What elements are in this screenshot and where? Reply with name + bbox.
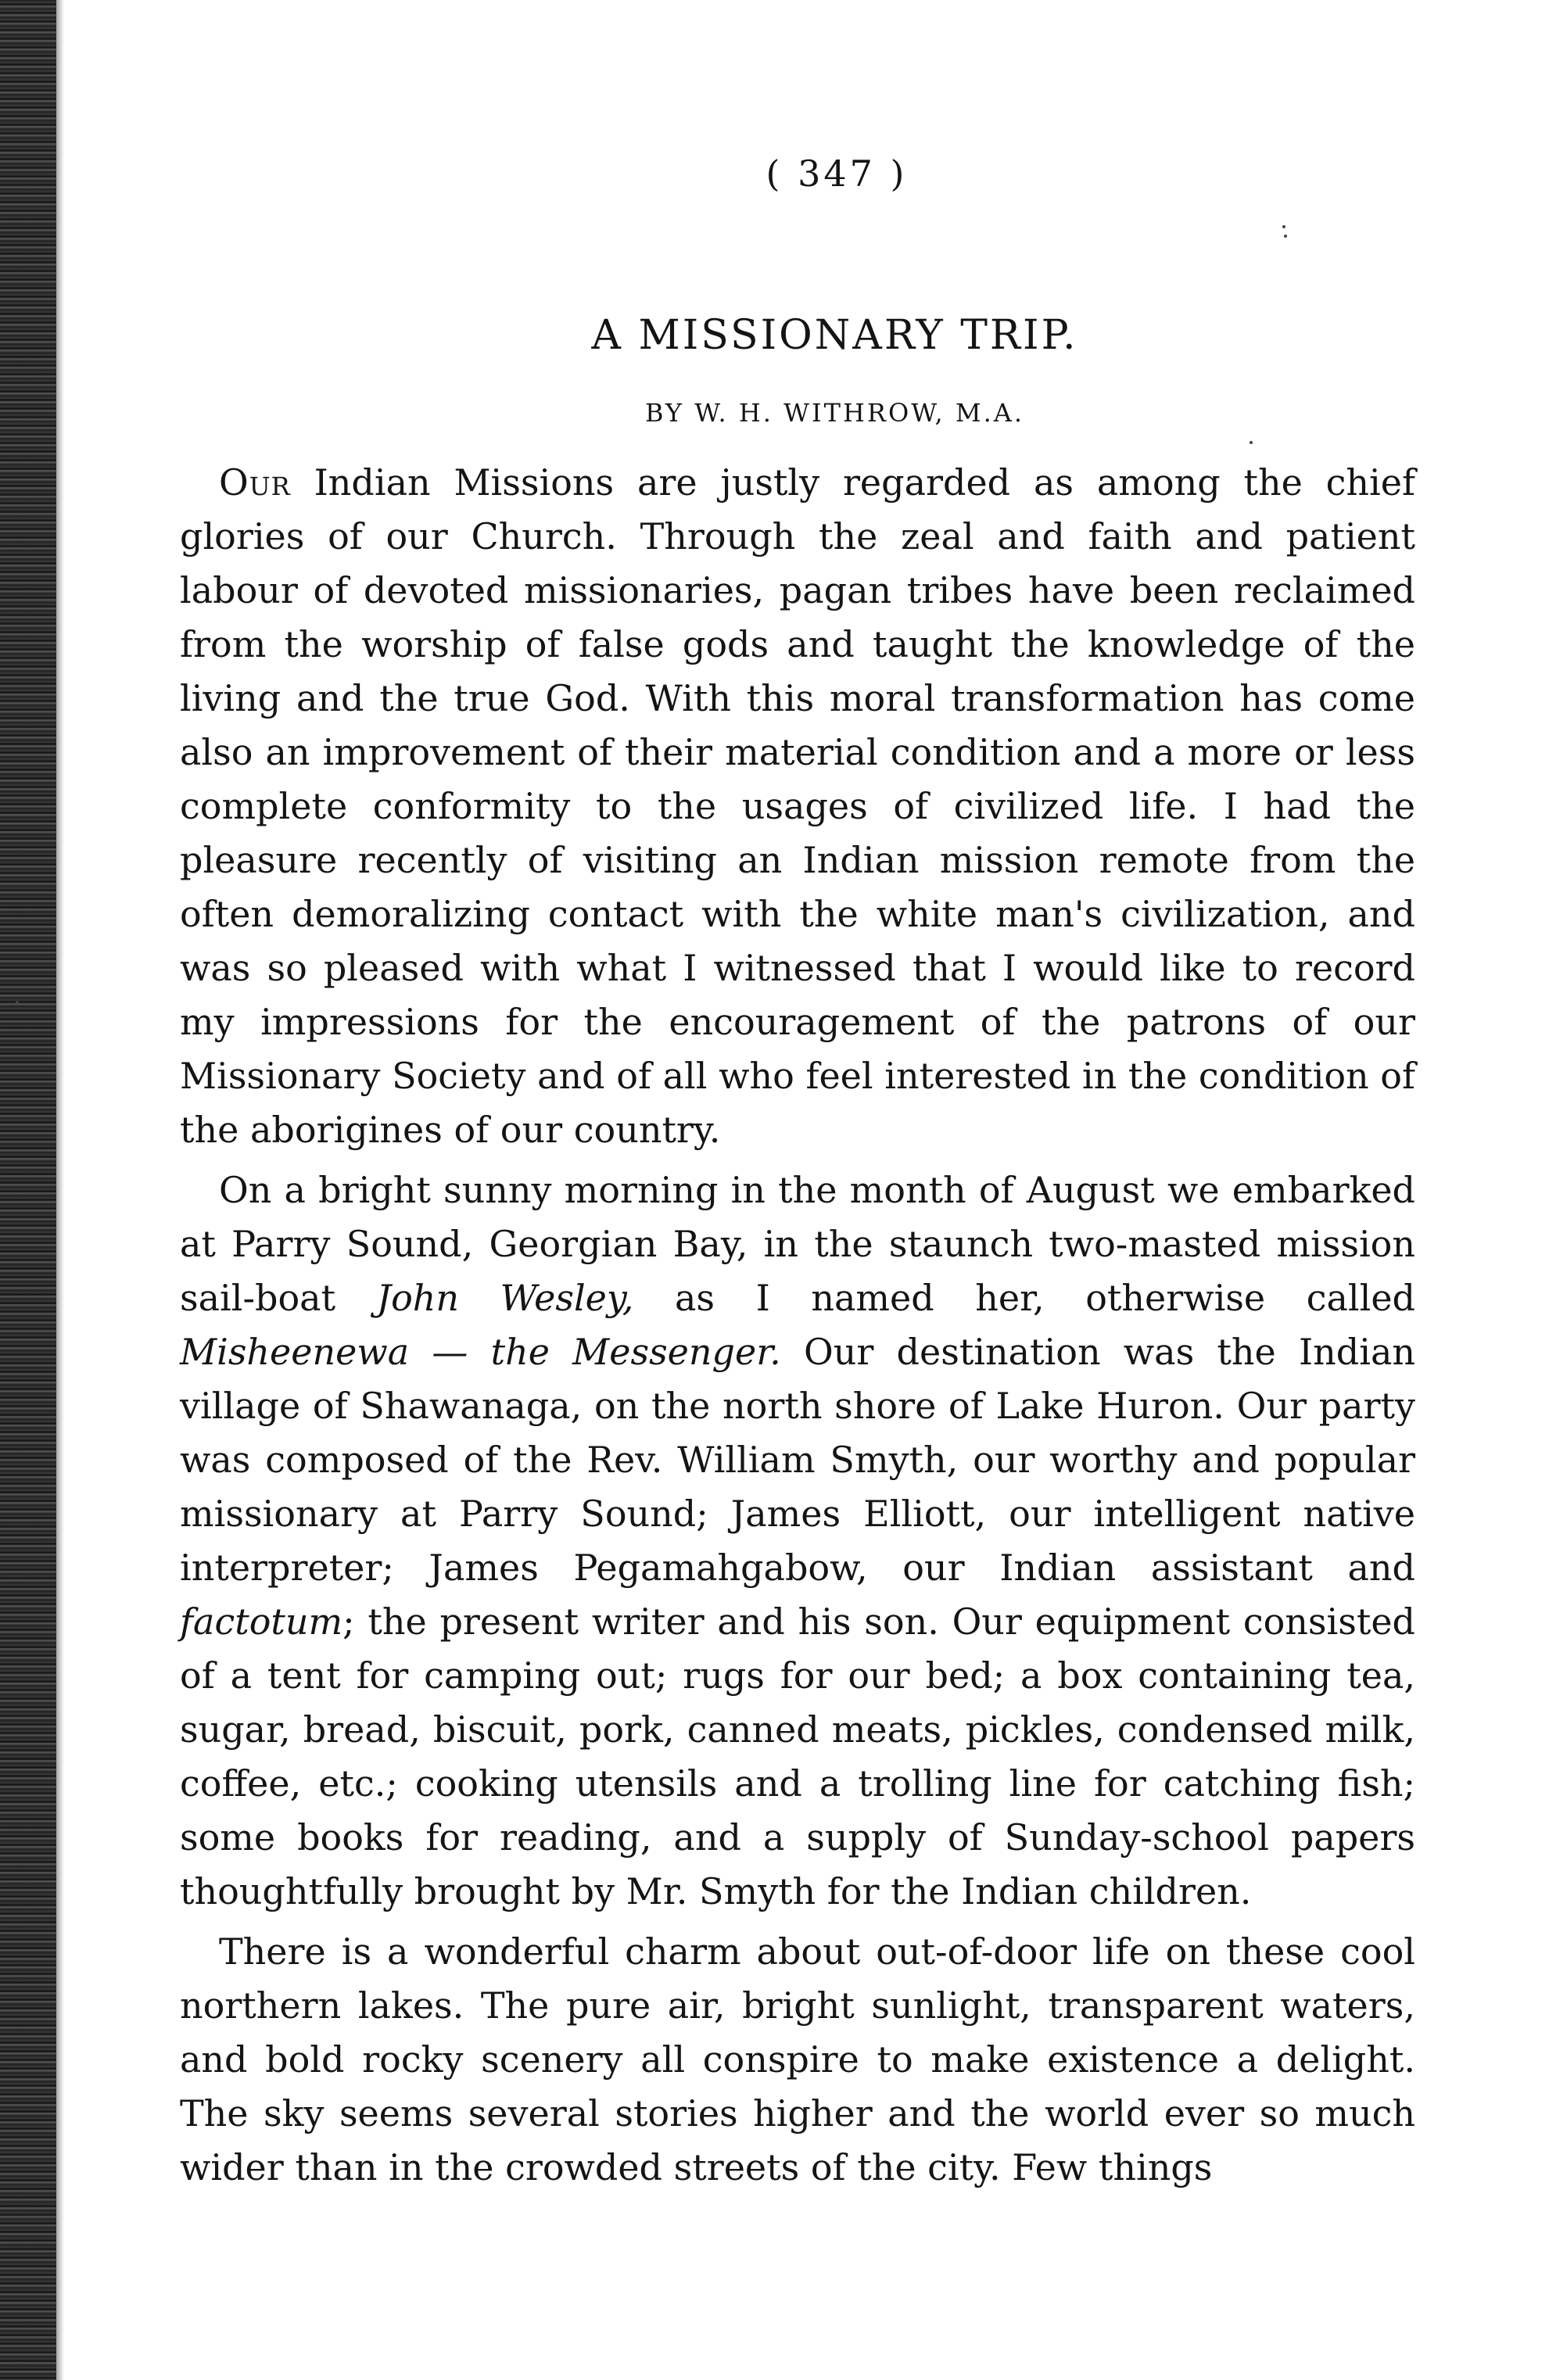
- print-speck: [16, 1001, 19, 1004]
- paragraph-text: Indian Missions are justly regarded as among the chief glories of our Church. Through the zeal and faith and patient labour of devoted missionaries, pagan tribes have been reclaimed from the worship of false gods and taught the knowledge of the living and the true God. With this moral transformation has come also an improvement of their material condition and a more or less complete conformity to the usages of civilized life. I had the pleasure recently of visiting an Indian mission remote from the often demoralizing contact with the white man's civilization, and was so pleased with what I witnessed that I would like to record my impressions for the encouragement of the patrons of our Missionary Society and of all who feel interested in the condition of the aborigines of our country.: [180, 461, 1415, 1151]
- paragraph-3: [180, 1925, 1415, 2195]
- book-page: [180, 152, 1415, 2195]
- paragraph-text: ; the present writer and his son. Our equipment consisted of a tent for camping out; rugs for our bed; a box containing tea, sugar, bread, biscuit, pork, canned meats, pickles, condensed milk, coffee, etc.; cooking utensils and a trolling line for catching fish; some books for reading, and a supply of Sunday-school papers thoughtfully brought by Mr. Smyth for the Indian children.: [180, 1600, 1415, 1912]
- book-binding-edge: [0, 0, 56, 2380]
- page-number: ( 347 ): [766, 152, 908, 195]
- paragraph-lead-word: Our: [219, 461, 291, 504]
- paragraph-1: [180, 456, 1415, 1157]
- paragraph-2: [180, 1163, 1415, 1919]
- boat-name: John Wesley,: [376, 1277, 634, 1319]
- boat-alt-name: Misheenewa — the Messenger.: [180, 1331, 781, 1373]
- paragraph-text: Our destination was the Indian village of Shawanaga, on the north shore of Lake Huron. Our party was composed of the Rev. William Smyth, our worthy and popular missionary at Parry Sound; James Elliott, our intelligent native interpreter; James Pegamahgabow, our Indian assistant and: [180, 1331, 1415, 1589]
- article-byline: BY W. H. WITHROW, M.A.: [644, 398, 1025, 428]
- paragraph-text: There is a wonderful charm about out-of-door life on these cool northern lakes. The pure air, bright sunlight, transparent waters, and bold rocky scenery all conspire to make existence a delight. The sky seems several stories higher and the world ever so much wider than in the crowded streets of the city. Few things: [180, 1930, 1415, 2188]
- article-title: A MISSIONARY TRIP.: [591, 312, 1078, 359]
- paragraph-text: as I named her, otherwise called: [633, 1277, 1415, 1319]
- italic-term: factotum: [180, 1600, 343, 1643]
- paragraph-text: On a bright sunny morning in the month of August we embarked at Parry Sound, Georgian Bay, in the staunch two-masted mission sail-boat: [180, 1169, 1415, 1319]
